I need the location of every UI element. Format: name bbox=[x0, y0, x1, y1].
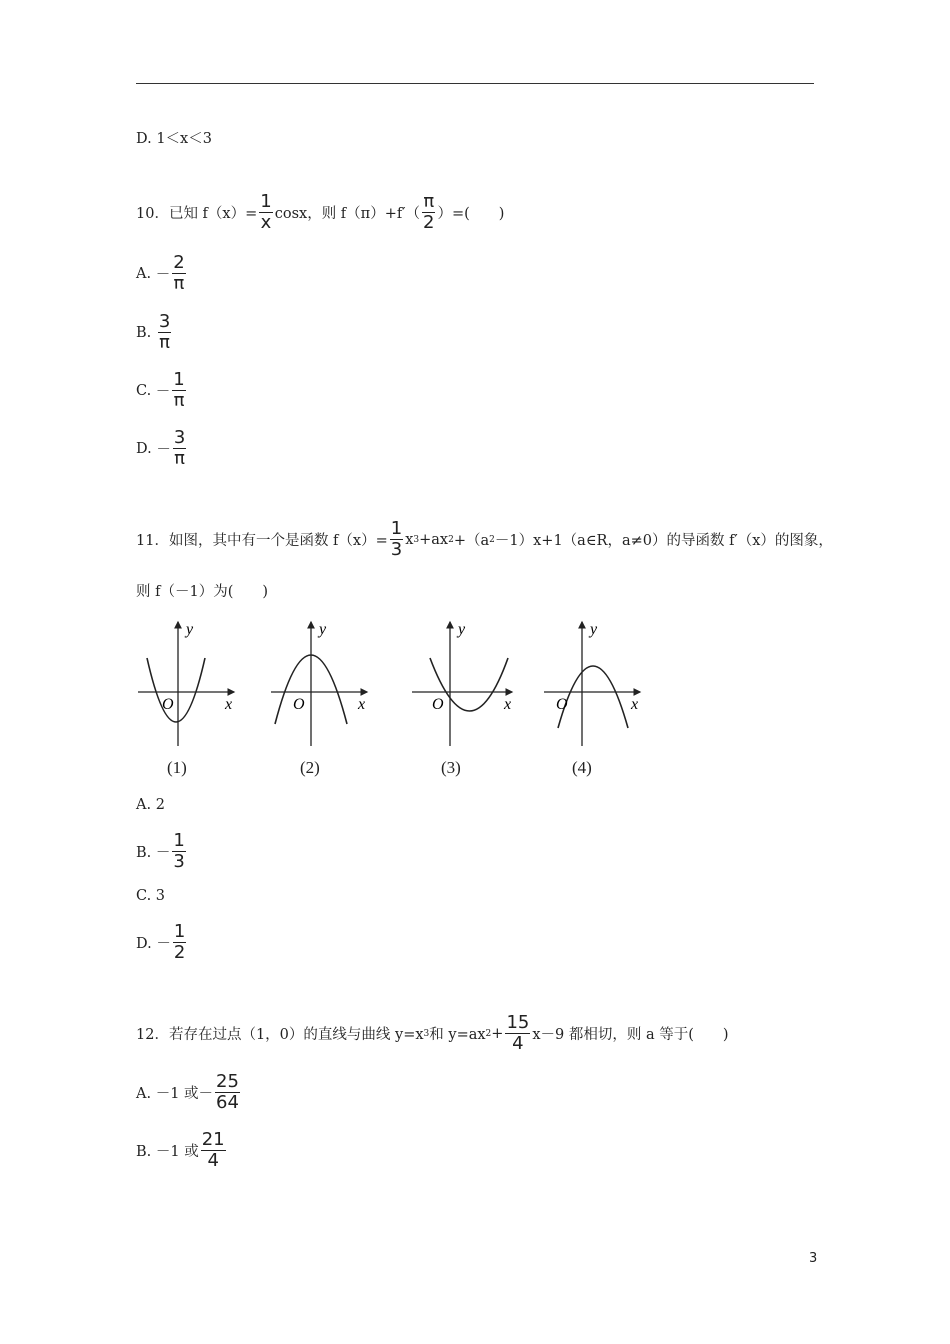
q10-option-a-den: π bbox=[173, 273, 185, 294]
graph-2-label: (2) bbox=[300, 758, 320, 777]
q11-option-b-num: 1 bbox=[173, 830, 185, 851]
q11-stem-a: 11．如图，其中有一个是函数 f（x）= bbox=[136, 533, 388, 549]
q10-option-c-num: 1 bbox=[173, 369, 185, 390]
q11-stem-line2-text: 则 f（－1）为( ) bbox=[136, 584, 269, 600]
q11-option-a-text: A. 2 bbox=[136, 797, 165, 813]
graph-3-label: (3) bbox=[441, 758, 461, 777]
graph-2-x-label: x bbox=[358, 696, 366, 713]
q12-stem bbox=[136, 1013, 729, 1054]
q12-option-b-frac bbox=[201, 1130, 226, 1171]
q10-stem-b: cosx，则 f（π）+f′（ bbox=[274, 206, 421, 222]
graph-1-x-label: x bbox=[225, 696, 233, 713]
q11-option-d-num: 1 bbox=[173, 921, 186, 942]
q10-option-c-label: C. bbox=[136, 382, 152, 399]
graph-2-y-label: y bbox=[319, 621, 327, 638]
q10-frac-1 bbox=[259, 192, 272, 233]
q12-stem-a: 12．若存在过点（1，0）的直线与曲线 y=x bbox=[136, 1027, 424, 1043]
q10-option-a-label: A. bbox=[136, 265, 152, 282]
q11-option-a bbox=[136, 797, 165, 813]
q12-stem-c: + bbox=[491, 1025, 504, 1042]
q10-stem-c: ）=( ) bbox=[437, 206, 505, 222]
q11-stem bbox=[136, 519, 833, 560]
q10-option-c-frac bbox=[172, 370, 185, 411]
q10-option-c-den: π bbox=[173, 390, 185, 411]
q10-option-d-label: D. bbox=[136, 440, 152, 457]
q10-stem bbox=[136, 192, 504, 233]
q10-frac-2-num: π bbox=[423, 191, 435, 212]
q12-option-b-den: 4 bbox=[207, 1150, 219, 1171]
q10-option-a bbox=[136, 253, 188, 294]
q12-sup-3: 3 bbox=[423, 1028, 430, 1039]
graph-3 bbox=[408, 616, 518, 751]
q12-option-b-num: 21 bbox=[201, 1129, 225, 1150]
graph-2 bbox=[267, 616, 377, 751]
q11-option-d bbox=[136, 922, 188, 963]
q12-option-a-frac bbox=[215, 1072, 240, 1113]
q11-option-b-label: B. － bbox=[136, 845, 171, 861]
graph-1-curve bbox=[147, 658, 205, 722]
q10-option-b-frac bbox=[158, 312, 171, 353]
q12-option-a bbox=[136, 1072, 242, 1113]
q11-stem-line2 bbox=[136, 580, 268, 601]
graph-3-y-label: y bbox=[458, 621, 466, 638]
q10-option-d bbox=[136, 428, 188, 469]
graph-4-y-label: y bbox=[590, 621, 598, 638]
q12-option-b bbox=[136, 1130, 228, 1171]
q10-option-a-frac bbox=[172, 253, 185, 294]
q10-stem-a: 10．已知 f（x）= bbox=[136, 206, 258, 222]
q10-option-b-label: B. bbox=[136, 324, 152, 341]
graph-1-y-label: y bbox=[186, 621, 194, 638]
q11-option-b bbox=[136, 831, 188, 872]
graph-4-label: (4) bbox=[572, 758, 592, 777]
q11-option-b-den: 3 bbox=[173, 851, 185, 872]
graph-4-curve bbox=[558, 666, 628, 728]
q10-frac-2-den: 2 bbox=[423, 212, 435, 233]
q10-option-b-num: 3 bbox=[158, 311, 171, 332]
page-number: 3 bbox=[809, 1251, 818, 1266]
graph-1-label: (1) bbox=[167, 758, 187, 777]
q11-stem-rest: －1）x+1（a∈R，a≠0）的导函数 f′（x）的图象， bbox=[494, 533, 833, 549]
graph-1 bbox=[134, 616, 244, 751]
q10-frac-1-den: x bbox=[260, 212, 272, 233]
graph-3-origin: O bbox=[432, 696, 444, 713]
q10-option-d-num: 3 bbox=[173, 427, 186, 448]
q11-option-d-frac bbox=[173, 922, 186, 963]
q11-graphs bbox=[134, 616, 654, 786]
graph-3-x-label: x bbox=[504, 696, 512, 713]
q12-option-b-label: B. －1 或 bbox=[136, 1144, 199, 1160]
q11-stem-x: x bbox=[405, 531, 414, 548]
q10-frac-2 bbox=[422, 192, 435, 233]
q9-option-d-text: D. 1＜x＜3 bbox=[136, 131, 212, 147]
q12-frac-num: 15 bbox=[506, 1012, 530, 1033]
header-rule bbox=[136, 83, 814, 84]
q10-option-a-sign: － bbox=[155, 267, 171, 283]
q11-stem-a2: +（a bbox=[453, 533, 490, 549]
q10-option-b-den: π bbox=[159, 332, 171, 353]
q10-option-d-frac bbox=[173, 428, 186, 469]
q10-option-a-num: 2 bbox=[173, 252, 185, 273]
q12-option-a-num: 25 bbox=[216, 1071, 239, 1092]
q9-option-d bbox=[136, 127, 212, 148]
graph-1-origin: O bbox=[162, 696, 174, 713]
graph-4-origin: O bbox=[556, 696, 568, 713]
q12-frac-den: 4 bbox=[512, 1033, 524, 1054]
q11-option-d-label: D. － bbox=[136, 936, 171, 952]
graph-2-origin: O bbox=[293, 696, 305, 713]
q11-sup-2b: 2 bbox=[489, 534, 495, 545]
q12-frac bbox=[505, 1013, 530, 1054]
graph-4-x-label: x bbox=[631, 696, 639, 713]
q10-option-b bbox=[136, 312, 173, 353]
q11-option-c-text: C. 3 bbox=[136, 888, 166, 904]
q11-stem-ax: +ax bbox=[419, 531, 449, 548]
q12-stem-b: 和 y=ax bbox=[429, 1027, 486, 1043]
q10-option-c bbox=[136, 370, 188, 411]
q12-sup-2: 2 bbox=[485, 1028, 492, 1039]
graph-4 bbox=[540, 616, 650, 751]
q11-option-b-frac bbox=[172, 831, 185, 872]
q11-option-c bbox=[136, 888, 165, 904]
q11-option-d-den: 2 bbox=[173, 942, 186, 963]
q11-sup-3: 3 bbox=[413, 534, 420, 545]
q12-option-a-label: A. －1 或－ bbox=[136, 1086, 214, 1102]
q10-option-d-den: π bbox=[174, 448, 185, 469]
q11-frac-num: 1 bbox=[390, 518, 403, 539]
q12-stem-d: x－9 都相切，则 a 等于( ) bbox=[532, 1027, 729, 1043]
q12-option-a-den: 64 bbox=[216, 1092, 239, 1113]
q10-option-c-sign: － bbox=[155, 384, 171, 400]
q11-frac-den: 3 bbox=[390, 539, 403, 560]
q11-sup-2a: 2 bbox=[448, 534, 454, 545]
q10-option-d-sign: － bbox=[156, 442, 171, 458]
q11-frac bbox=[390, 519, 403, 560]
q10-frac-1-num: 1 bbox=[260, 191, 272, 212]
